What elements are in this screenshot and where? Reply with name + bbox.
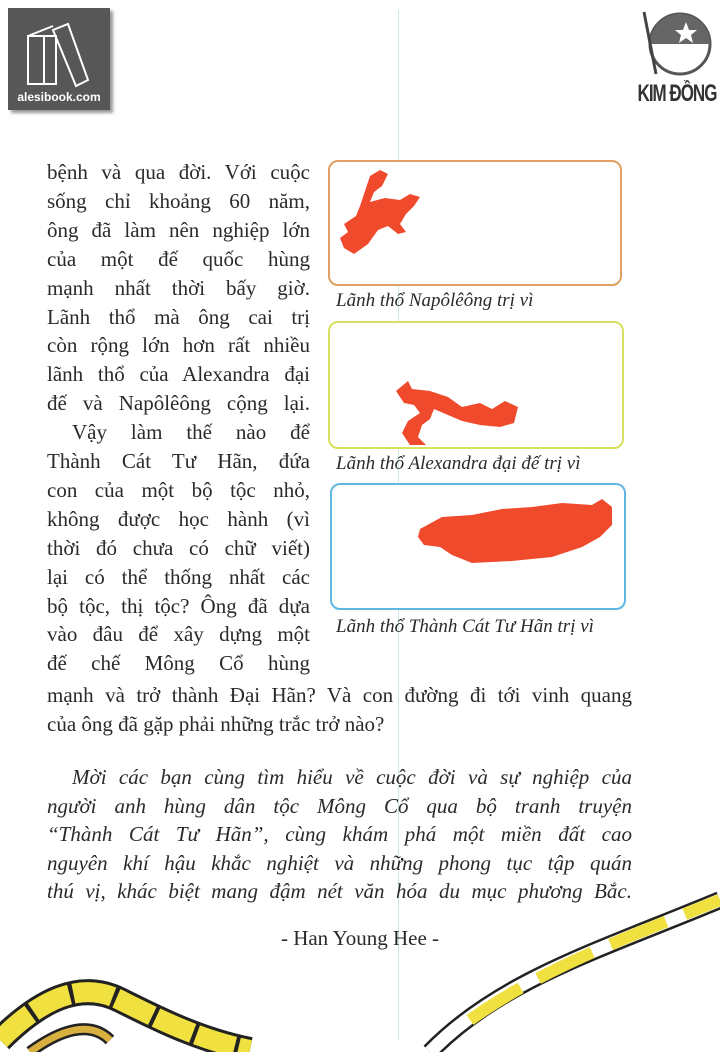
text-line: lãnh thổ của Alexandra đại xyxy=(47,362,310,387)
text-line: thú vị, khác biệt mang đậm nét văn hóa du mục phương Bắc. xyxy=(47,879,632,904)
text-line: mạnh và trở thành Đại Hãn? Và con đường đi tới vinh quang xyxy=(47,683,632,707)
decorative-snake-border xyxy=(0,890,720,1052)
genghis-khan-territory-shape xyxy=(332,485,624,608)
map-genghis-khan xyxy=(330,483,626,610)
text-line: bệnh và qua đời. Với cuộc xyxy=(47,160,310,184)
text-line: đế chế Mông Cổ hùng xyxy=(47,651,310,676)
text-line: mạnh nhất thời bấy giờ. xyxy=(47,275,310,300)
kim-dong-logo xyxy=(636,8,718,108)
books-icon xyxy=(8,8,110,88)
text-line: còn rộng lớn hơn rất nhiều xyxy=(47,333,310,358)
text-line: con của một bộ tộc nhỏ, xyxy=(47,477,310,502)
text-line: người anh hùng dân tộc Mông Cổ qua bộ tranh truyện xyxy=(47,793,632,818)
alesibook-logo xyxy=(8,8,110,110)
map-caption-genghis-khan: Lãnh thổ Thành Cát Tư Hãn trị vì xyxy=(336,616,594,637)
text-line: không được học hành (vì xyxy=(47,506,310,531)
napoleon-territory-shape xyxy=(330,162,620,284)
alesibook-label: alesibook.com xyxy=(17,90,101,104)
text-line: của một đế quốc hùng xyxy=(47,246,310,271)
kim-dong-label: KIM ĐỒNG xyxy=(637,80,717,107)
text-line: vào đâu để xây dựng một xyxy=(47,622,310,647)
text-line: “Thành Cát Tư Hãn”, cùng khám phá một miền đất cao xyxy=(47,822,632,847)
map-caption-napoleon: Lãnh thổ Napôlêông trị vì xyxy=(336,290,534,311)
text-line: Lãnh thổ mà ông cai trị xyxy=(47,304,310,329)
author-signature: - Han Young Hee - xyxy=(280,926,440,950)
text-line: Mời các bạn cùng tìm hiểu về cuộc đời và sự nghiệp của xyxy=(72,765,632,789)
text-line: ông đã làm nên nghiệp lớn xyxy=(47,217,310,242)
map-napoleon xyxy=(328,160,622,286)
text-line: Vậy làm thế nào để xyxy=(72,420,310,445)
text-line: đế và Napôlêông cộng lại. xyxy=(47,391,310,416)
text-line: Thành Cát Tư Hãn, đứa xyxy=(47,449,310,473)
map-alexandra xyxy=(328,321,624,449)
text-line: bộ tộc, thị tộc? Ông đã dựa xyxy=(47,593,310,618)
text-line: của ông đã gặp phải những trắc trở nào? xyxy=(47,712,385,736)
kim-dong-emblem-icon xyxy=(636,8,718,78)
text-line: thời đó chưa có chữ viết) xyxy=(47,535,310,560)
text-line: sống chỉ khoảng 60 năm, xyxy=(47,188,310,213)
text-line: nguyên khí hậu khắc nghiệt và những phong tục tập quán xyxy=(47,850,632,875)
text-line: lại có thể thống nhất các xyxy=(47,564,310,589)
map-caption-alexandra: Lãnh thổ Alexandra đại đế trị vì xyxy=(336,453,581,474)
alexandra-territory-shape xyxy=(330,323,622,447)
